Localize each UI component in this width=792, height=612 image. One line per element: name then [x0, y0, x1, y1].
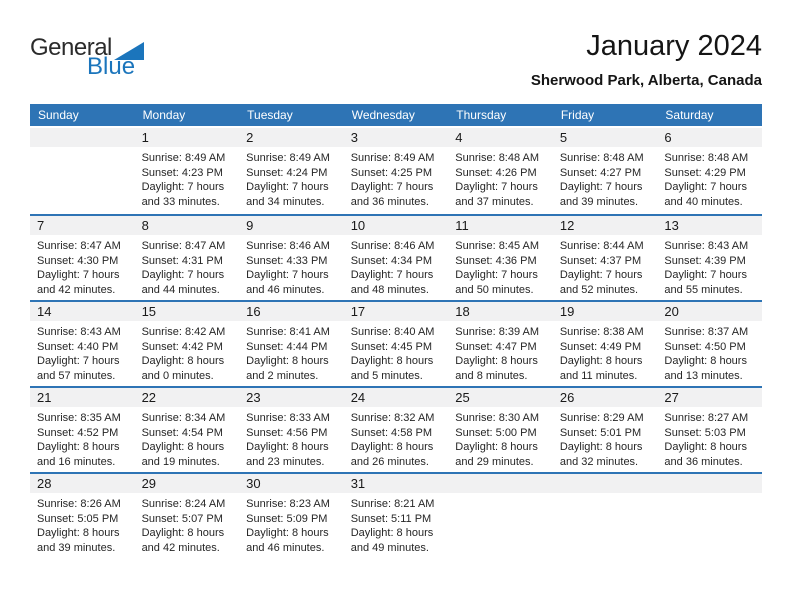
day-number: 2 — [239, 128, 344, 147]
daylight-line: Daylight: 8 hours and 29 minutes. — [455, 441, 538, 468]
sunrise-line: Sunrise: 8:33 AM — [246, 412, 330, 424]
day-number: 18 — [448, 302, 553, 321]
day-info — [135, 235, 240, 297]
daylight-line: Daylight: 8 hours and 26 minutes. — [350, 441, 434, 468]
day-number: 3 — [344, 128, 449, 147]
day-header-saturday: Saturday — [665, 108, 714, 122]
day-cell-31 — [344, 474, 449, 558]
sunrise-line: Sunrise: 8:30 AM — [455, 412, 540, 424]
day-info — [239, 407, 344, 469]
daylight-line: Daylight: 8 hours and 16 minutes. — [37, 441, 120, 468]
sunrise-line: Sunrise: 8:39 AM — [455, 326, 540, 338]
sunrise-line: Sunrise: 8:27 AM — [664, 412, 749, 424]
day-number: 29 — [135, 474, 240, 493]
day-number: 19 — [553, 302, 658, 321]
day-number: 15 — [135, 302, 240, 321]
sunrise-line: Sunrise: 8:42 AM — [141, 326, 226, 338]
day-number: 8 — [135, 216, 240, 235]
sunrise-line: Sunrise: 8:32 AM — [350, 412, 435, 424]
daylight-line: Daylight: 7 hours and 42 minutes. — [37, 269, 120, 296]
day-cell-27 — [657, 388, 762, 472]
day-number: 7 — [30, 216, 135, 235]
sunset-line: Sunset: 4:49 PM — [559, 340, 642, 353]
day-cell-empty — [657, 474, 762, 558]
daylight-line: Daylight: 7 hours and 40 minutes. — [664, 181, 747, 208]
day-cell-21 — [30, 388, 135, 472]
sunrise-line: Sunrise: 8:26 AM — [37, 498, 121, 510]
day-number — [553, 474, 658, 493]
day-info — [448, 321, 553, 383]
day-number: 10 — [344, 216, 449, 235]
day-number: 27 — [657, 388, 762, 407]
daylight-line: Daylight: 8 hours and 11 minutes. — [559, 355, 643, 382]
daylight-line: Daylight: 8 hours and 19 minutes. — [141, 441, 225, 468]
sunset-line: Sunset: 4:40 PM — [37, 340, 119, 353]
day-info — [448, 407, 553, 469]
day-number: 6 — [657, 128, 762, 147]
week-row-3 — [30, 300, 762, 386]
sunrise-line: Sunrise: 8:48 AM — [664, 152, 749, 164]
day-header-friday: Friday — [560, 108, 595, 122]
day-number: 30 — [239, 474, 344, 493]
day-number: 13 — [657, 216, 762, 235]
day-header-monday: Monday — [142, 108, 186, 122]
daylight-line: Daylight: 7 hours and 36 minutes. — [350, 181, 434, 208]
sunrise-line: Sunrise: 8:29 AM — [559, 412, 644, 424]
day-cell-16 — [239, 302, 344, 386]
day-cell-24 — [344, 388, 449, 472]
week-row-2 — [30, 214, 762, 300]
calendar-table — [30, 104, 762, 558]
daylight-line: Daylight: 7 hours and 39 minutes. — [559, 181, 643, 208]
day-cell-25 — [448, 388, 553, 472]
sunset-line: Sunset: 5:05 PM — [37, 512, 119, 525]
sunset-line: Sunset: 5:03 PM — [664, 426, 746, 439]
day-cell-empty — [553, 474, 658, 558]
daylight-line: Daylight: 8 hours and 39 minutes. — [37, 527, 120, 554]
daylight-line: Daylight: 8 hours and 0 minutes. — [141, 355, 225, 382]
day-cell-26 — [553, 388, 658, 472]
day-info — [344, 321, 449, 383]
sunrise-line: Sunrise: 8:47 AM — [37, 240, 121, 252]
day-info — [344, 407, 449, 469]
sunrise-line: Sunrise: 8:38 AM — [559, 326, 644, 338]
day-number: 20 — [657, 302, 762, 321]
daylight-line: Daylight: 8 hours and 8 minutes. — [455, 355, 538, 382]
sunset-line: Sunset: 4:31 PM — [141, 254, 223, 267]
day-number: 28 — [30, 474, 135, 493]
day-cell-19 — [553, 302, 658, 386]
day-cell-14 — [30, 302, 135, 386]
calendar-header-row — [30, 104, 762, 126]
day-cell-3 — [344, 128, 449, 214]
sunrise-line: Sunrise: 8:46 AM — [350, 240, 435, 252]
sunrise-line: Sunrise: 8:44 AM — [559, 240, 644, 252]
daylight-line: Daylight: 7 hours and 50 minutes. — [455, 269, 538, 296]
sunset-line: Sunset: 4:44 PM — [246, 340, 328, 353]
day-header-tuesday: Tuesday — [247, 108, 293, 122]
day-number: 14 — [30, 302, 135, 321]
day-cell-empty — [448, 474, 553, 558]
day-number: 21 — [30, 388, 135, 407]
general-blue-logo — [30, 36, 144, 79]
day-cell-29 — [135, 474, 240, 558]
sunrise-line: Sunrise: 8:49 AM — [246, 152, 330, 164]
day-header-wednesday: Wednesday — [351, 108, 415, 122]
day-info — [657, 147, 762, 209]
daylight-line: Daylight: 8 hours and 2 minutes. — [246, 355, 329, 382]
sunrise-line: Sunrise: 8:34 AM — [141, 412, 226, 424]
day-info — [135, 147, 240, 209]
day-number: 16 — [239, 302, 344, 321]
sunset-line: Sunset: 4:54 PM — [141, 426, 223, 439]
day-cell-30 — [239, 474, 344, 558]
daylight-line: Daylight: 8 hours and 32 minutes. — [559, 441, 643, 468]
day-info — [239, 235, 344, 297]
daylight-line: Daylight: 8 hours and 46 minutes. — [246, 527, 329, 554]
sunrise-line: Sunrise: 8:37 AM — [664, 326, 749, 338]
daylight-line: Daylight: 7 hours and 57 minutes. — [37, 355, 120, 382]
sunset-line: Sunset: 4:26 PM — [455, 166, 537, 179]
daylight-line: Daylight: 7 hours and 48 minutes. — [350, 269, 434, 296]
day-info — [30, 235, 135, 297]
sunset-line: Sunset: 5:11 PM — [350, 512, 432, 525]
day-number: 25 — [448, 388, 553, 407]
day-number — [448, 474, 553, 493]
week-row-1 — [30, 128, 762, 214]
day-header-thursday: Thursday — [456, 108, 507, 122]
sunset-line: Sunset: 4:23 PM — [141, 166, 223, 179]
day-cell-18 — [448, 302, 553, 386]
sunset-line: Sunset: 4:33 PM — [246, 254, 328, 267]
week-row-4 — [30, 386, 762, 472]
day-cell-7 — [30, 216, 135, 300]
title-block — [531, 30, 762, 89]
day-cell-12 — [553, 216, 658, 300]
day-cell-2 — [239, 128, 344, 214]
sunset-line: Sunset: 4:24 PM — [246, 166, 328, 179]
day-cell-15 — [135, 302, 240, 386]
sunset-line: Sunset: 4:30 PM — [37, 254, 119, 267]
day-cell-11 — [448, 216, 553, 300]
day-info — [135, 407, 240, 469]
day-info — [344, 235, 449, 297]
day-info — [239, 493, 344, 555]
day-cell-20 — [657, 302, 762, 386]
day-info — [135, 493, 240, 555]
day-info — [239, 321, 344, 383]
day-number: 31 — [344, 474, 449, 493]
day-info — [553, 235, 658, 297]
day-number: 26 — [553, 388, 658, 407]
daylight-line: Daylight: 8 hours and 5 minutes. — [350, 355, 434, 382]
sunset-line: Sunset: 5:00 PM — [455, 426, 537, 439]
sunrise-line: Sunrise: 8:48 AM — [455, 152, 540, 164]
daylight-line: Daylight: 8 hours and 13 minutes. — [664, 355, 747, 382]
day-info — [553, 407, 658, 469]
day-info — [30, 493, 135, 555]
day-cell-10 — [344, 216, 449, 300]
day-cell-13 — [657, 216, 762, 300]
day-cell-5 — [553, 128, 658, 214]
page-title: January 2024 — [586, 30, 762, 62]
daylight-line: Daylight: 7 hours and 33 minutes. — [141, 181, 225, 208]
day-cell-9 — [239, 216, 344, 300]
day-info — [553, 321, 658, 383]
day-cell-22 — [135, 388, 240, 472]
week-row-5 — [30, 472, 762, 558]
sunset-line: Sunset: 4:37 PM — [559, 254, 642, 267]
sunrise-line: Sunrise: 8:40 AM — [350, 326, 435, 338]
sunset-line: Sunset: 5:07 PM — [141, 512, 223, 525]
day-info — [344, 147, 449, 209]
day-info — [553, 147, 658, 209]
sunrise-line: Sunrise: 8:23 AM — [246, 498, 330, 510]
sunrise-line: Sunrise: 8:21 AM — [350, 498, 435, 510]
sunset-line: Sunset: 4:42 PM — [141, 340, 223, 353]
day-number: 24 — [344, 388, 449, 407]
sunrise-line: Sunrise: 8:41 AM — [246, 326, 330, 338]
daylight-line: Daylight: 7 hours and 44 minutes. — [141, 269, 225, 296]
sunset-line: Sunset: 4:27 PM — [559, 166, 642, 179]
day-number: 1 — [135, 128, 240, 147]
day-info — [657, 321, 762, 383]
sunset-line: Sunset: 4:56 PM — [246, 426, 328, 439]
sunset-line: Sunset: 5:09 PM — [246, 512, 328, 525]
sunrise-line: Sunrise: 8:45 AM — [455, 240, 540, 252]
sunrise-line: Sunrise: 8:43 AM — [664, 240, 749, 252]
day-number: 11 — [448, 216, 553, 235]
daylight-line: Daylight: 7 hours and 55 minutes. — [664, 269, 747, 296]
day-info — [657, 235, 762, 297]
daylight-line: Daylight: 7 hours and 46 minutes. — [246, 269, 329, 296]
day-number: 22 — [135, 388, 240, 407]
page-location: Sherwood Park, Alberta, Canada — [530, 72, 762, 90]
day-info — [344, 493, 449, 555]
day-number: 9 — [239, 216, 344, 235]
day-info — [239, 147, 344, 209]
sunset-line: Sunset: 4:52 PM — [37, 426, 119, 439]
sunset-line: Sunset: 5:01 PM — [559, 426, 642, 439]
day-cell-8 — [135, 216, 240, 300]
sunset-line: Sunset: 4:50 PM — [664, 340, 746, 353]
sunset-line: Sunset: 4:25 PM — [350, 166, 433, 179]
logo-text-general: General — [30, 34, 112, 61]
calendar-body — [30, 128, 762, 558]
day-number: 17 — [344, 302, 449, 321]
day-info — [30, 321, 135, 383]
day-info — [448, 147, 553, 209]
sunset-line: Sunset: 4:29 PM — [664, 166, 746, 179]
day-header-sunday: Sunday — [38, 108, 79, 122]
sunset-line: Sunset: 4:36 PM — [455, 254, 537, 267]
daylight-line: Daylight: 7 hours and 37 minutes. — [455, 181, 538, 208]
sunset-line: Sunset: 4:39 PM — [664, 254, 746, 267]
day-cell-1 — [135, 128, 240, 214]
day-cell-28 — [30, 474, 135, 558]
daylight-line: Daylight: 8 hours and 49 minutes. — [350, 527, 434, 554]
day-info — [30, 407, 135, 469]
day-info — [657, 407, 762, 469]
sunrise-line: Sunrise: 8:47 AM — [141, 240, 226, 252]
daylight-line: Daylight: 8 hours and 42 minutes. — [141, 527, 225, 554]
daylight-line: Daylight: 7 hours and 34 minutes. — [246, 181, 329, 208]
day-number — [657, 474, 762, 493]
sunrise-line: Sunrise: 8:46 AM — [246, 240, 330, 252]
day-number — [30, 128, 135, 147]
day-number: 5 — [553, 128, 658, 147]
logo-text-blue: Blue — [87, 53, 136, 80]
sunrise-line: Sunrise: 8:35 AM — [37, 412, 121, 424]
day-cell-4 — [448, 128, 553, 214]
day-number: 23 — [239, 388, 344, 407]
day-info — [448, 235, 553, 297]
daylight-line: Daylight: 8 hours and 23 minutes. — [246, 441, 329, 468]
day-cell-empty — [30, 128, 135, 214]
day-info — [135, 321, 240, 383]
sunset-line: Sunset: 4:34 PM — [350, 254, 433, 267]
daylight-line: Daylight: 8 hours and 36 minutes. — [664, 441, 747, 468]
sunset-line: Sunset: 4:58 PM — [350, 426, 433, 439]
day-cell-6 — [657, 128, 762, 214]
day-cell-17 — [344, 302, 449, 386]
sunrise-line: Sunrise: 8:49 AM — [350, 152, 435, 164]
sunrise-line: Sunrise: 8:49 AM — [141, 152, 226, 164]
sunrise-line: Sunrise: 8:48 AM — [559, 152, 644, 164]
daylight-line: Daylight: 7 hours and 52 minutes. — [559, 269, 643, 296]
day-number: 4 — [448, 128, 553, 147]
sunrise-line: Sunrise: 8:24 AM — [141, 498, 226, 510]
day-number: 12 — [553, 216, 658, 235]
sunrise-line: Sunrise: 8:43 AM — [37, 326, 121, 338]
sunset-line: Sunset: 4:47 PM — [455, 340, 537, 353]
sunset-line: Sunset: 4:45 PM — [350, 340, 433, 353]
day-cell-23 — [239, 388, 344, 472]
